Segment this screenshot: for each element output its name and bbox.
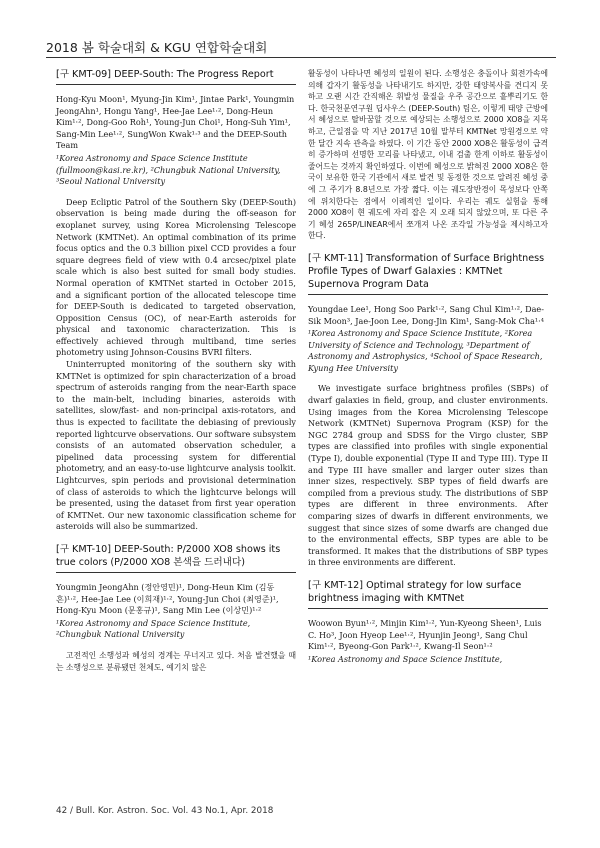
abstract-paragraph: We investigate surface brightness profiles (SBPs) of dwarf galaxies in field, group, and cluster environments. Using images from the Korea Microlensing Telescope Network (KMTNet) Supernova Program (KSP) for the NGC 2784 group and SDSS for the Virgo cluster, SBP types are classified into profiles with single exponential (Type I), double exponential (Type II and Type III). Type II and Type III have smaller and larger outer sizes than inner sizes, respectively. SBP types of field dwarfs are compiled from a previous study. The distributions of SBP types are different in three environments. After comparing sizes of dwarfs in different environments, we suggest that since sizes of some dwarfs are changed due to the environmental effects, SBP types are able to be transformed. It makes that the distributions of SBP types in three environments are different. [308, 383, 548, 568]
section-title: [구 KMT-09] DEEP-South: The Progress Report [56, 69, 274, 80]
affiliations: ¹Korea Astronomy and Space Science Institute, ²Chungbuk National University [56, 617, 251, 640]
author-list: Youngmin JeongAhn (정안영민)¹, Dong-Heun Kim (김동흔)¹·², Hee-Jae Lee (이희재)¹·², Young-Jun Choi (최영준)¹, Hong-Kyu Moon (문홍규)¹, Sang Min Lee (이상민)¹·² [56, 581, 279, 616]
section-rule [56, 572, 296, 573]
section-rule [56, 84, 296, 85]
author-list: Youngdae Lee¹, Hong Soo Park¹·², Sang Chul Kim¹·², Dae-Sik Moon³, Jae-Joon Lee, Dong-Jin Kim¹, Sang-Mok Cha¹·⁴ [308, 303, 544, 326]
section-title: [구 KMT-11] Transformation of Surface Brightness Profile Types of Dwarf Galaxies : KMTNet Supernova Program Data [308, 252, 545, 290]
abstract-paragraph: 고전적인 소행성과 혜성의 경계는 무너지고 있다. 처음 발견했을 때는 소행성으로 분류됐던 천체도, 예기치 않은 [56, 650, 296, 672]
abstract-kmt-12 [308, 579, 548, 665]
section-title: [구 KMT-10] DEEP-South: P/2000 XO8 shows its true colors (P/2000 XO8 본색을 드러내다) [56, 543, 281, 568]
abstract-continuation: 활동성이 나타나면 혜성의 일원이 된다. 소행성은 충돌이나 회전가속에 의해 갑자기 활동성을 나타내기도 하지만, 강한 태양복사를 견디지 못하고 오랜 시간 간직해온 휘발성 물질을 우주 공간으로 흩뿌리기도 한다. 한국천문연구원 딥사우스 (DEEP-South) 팀은, 이렇게 태양 근방에서 혜성으로 탈바꿈할 것으로 예상되는 소행성으로 2000 XO8을 지목하고, 근일점을 막 지난 2017년 10월 말부터 KMTNet 망원경으로 약 한 달간 지속 관측을 하였다. 이 기간 동안 2000 XO8은 활동성이 급격히 증가하며 선명한 꼬리를 나타냈고, 이내 검출 한계 이하로 활동성이 줄어드는 것까지 확인하였다. 이번에 혜성으로 밝혀진 2000 XO8은 한국이 보유한 한국 기관에서 새로 발견 및 동정한 것으로 알려진 혜성 중에 그 주기가 8.8년으로 가장 짧다. 이는 궤도장반경이 목성보다 안쪽에 위치한다는 점에서 이례적인 일이다. 우리는 궤도 실험을 통해 2000 XO8이 현 궤도에 자리 잡은 지 오래 되지 않았으며, 또 다른 주기 혜성 265P/LINEAR에서 쪼개져 나온 조각일 가능성을 제시하고자 한다. [308, 69, 548, 241]
left-column [56, 68, 296, 673]
abstract-paragraph: Deep Ecliptic Patrol of the Southern Sky (DEEP-South) observation is being made during the off-season for exoplanet survey, using Korea Microlensing Telescope Network (KMTNet). An optimal combination of its prime focus optics and the 0.3 billion pixel CCD provides a four square degrees field of view with 0.4 arcsec/pixel plate scale which is also best suited for small body studies. Normal operation of KMTNet started in October 2015, and a significant portion of the allocated telescope time for DEEP-South is dedicated to targeted observation, Opposition Census (OC), of near-Earth asteroids for physical and taxonomic characterization. This is effectively achieved through multiband, time series photometry using Johnson-Cousins BVRI filters. [56, 196, 296, 358]
abstract-kmt-10 [56, 543, 296, 673]
author-list: Woowon Byun¹·², Minjin Kim¹·², Yun-Kyeong Sheen¹, Luis C. Ho³, Joon Hyeop Lee¹·², Hyunjin Jeong¹, Sang Chul Kim¹·², Byeong-Gon Park¹·², Kwang-Il Seon¹·² [308, 617, 542, 652]
affiliations: ¹Korea Astronomy and Space Science Institute, ²Korea University of Science and Technology, ³Department of Astronomy and Astrophysics, ⁴School of Space Research, Kyung Hee University [308, 328, 543, 373]
section-title: [구 KMT-12] Optimal strategy for low surface brightness imaging with KMTNet [308, 579, 522, 604]
abstract-paragraph: Uninterrupted monitoring of the southern sky with KMTNet is optimized for spin characterization of a broad spectrum of asteroids ranging from the near-Earth space to the main-belt, including binaries, asteroids with satellites, slow/fast- and non-principal axis-rotators, and thus is expected to facilitate the debiasing of previously reported lightcurve observations. Our software subsystem consists of an automated observation scheduler, a pipelined data processing system for differential photometry, and an easy-to-use lightcurve analysis toolkit. Lightcurves, spin periods and provisional determination of class of asteroids to which the lightcurve belongs will be presented, using the dataset from first year operation of KMTNet. Our new taxonomic classification scheme for asteroids will also be summarized. [56, 359, 296, 532]
right-column [308, 68, 548, 674]
author-list: Hong-Kyu Moon¹, Myung-Jin Kim¹, Jintae Park¹, Youngmin JeongAhn¹, Hongu Yang¹, Hee-Jae Lee¹·², Dong-Heun Kim¹·², Dong-Goo Roh¹, Young-Jun Choi¹, Hong-Suh Yim¹, Sang-Min Lee¹·², SungWon Kwak¹·³ and the DEEP-South Team [56, 94, 295, 151]
header-rule [46, 57, 556, 58]
page-footer: 42 / Bull. Kor. Astron. Soc. Vol. 43 No.1, Apr. 2018 [56, 806, 274, 816]
abstract-kmt-09 [56, 68, 296, 533]
abstract-kmt-11 [308, 252, 548, 569]
section-rule [308, 294, 548, 295]
running-header: 2018 봄 학술대회 & KGU 연합학술대회 [46, 40, 268, 55]
affiliations: ¹Korea Astronomy and Space Science Institute (fullmoon@kasi.re.kr), ²Chungbuk National University, ³Seoul National University [56, 152, 281, 187]
section-rule [308, 608, 548, 609]
affiliations: ¹Korea Astronomy and Space Science Institute, [308, 653, 503, 664]
